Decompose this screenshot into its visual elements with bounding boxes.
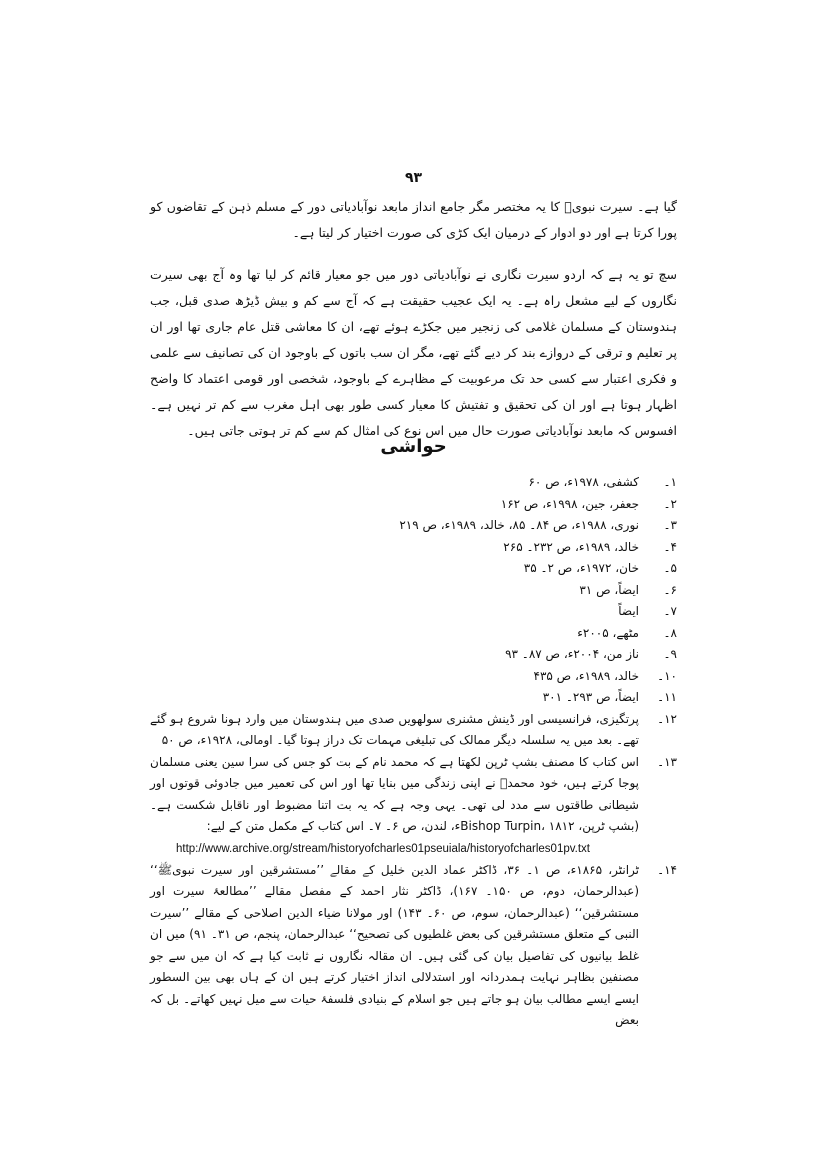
note-item (150, 752, 677, 860)
note-number: ۳۔ (663, 518, 677, 532)
note-text: خالد، ۱۹۸۹ء، ص ۲۳۲۔ ۲۶۵ (503, 539, 639, 554)
note-item (150, 472, 677, 494)
note-number: ۶۔ (663, 582, 677, 597)
note-item (150, 580, 677, 602)
body-paragraph-1: گیا ہے۔ سیرت نبویؐ کا یہ مختصر مگر جامع انداز مابعد نوآبادیاتی دور کے مسلم ذہن کے تقاضوں کو پورا کرتا ہے اور دو ادوار کے درمیان ایک کڑی کی صورت اختیار کر لیتا ہے۔ (150, 199, 677, 240)
note-item (150, 687, 677, 709)
note-number: ۹۔ (663, 647, 677, 661)
note-item (150, 494, 677, 516)
note-item (150, 709, 677, 752)
note-item (150, 644, 677, 666)
note-number: ۱۱۔ (657, 690, 677, 704)
note-text: پرتگیزی، فرانسیسی اور ڈینش مشنری سولھویں صدی میں ہندوستان میں وارد ہونا شروع ہو گئے تھے۔ بعد میں یہ سلسلہ دیگر ممالک کی تبلیغی مہمات تک دراز ہوتا گیا۔ اومالی، ۱۹۲۸ء، ص ۵۰ (150, 711, 639, 747)
note-number: ۵۔ (663, 561, 677, 575)
note-text: خالد، ۱۹۸۹ء، ص ۴۳۵ (533, 668, 639, 683)
note-text: اس کتاب کا مصنف بشپ ٹرپن لکھتا ہے کہ محمد نام کے بت کو جس کی سرا سین یعنی مسلمان پوجا کرتے ہیں، خود محمدؐ نے اپنی زندگی میں بنایا تھا اور اس کی تعمیر میں جادوئی قوتوں اور شیطانی طاقتوں سے مدد لی تھی۔ یہی وجہ ہے کہ یہ بت اتنا مضبوط اور ناقابل شکست ہے۔ (بشپ ٹرپن، Bishop Turpin، ۱۸۱۲ء، لندن، ص ۶۔ ۷۔ اس کتاب کے مکمل متن کے لیے: (150, 754, 639, 833)
note-item (150, 601, 677, 623)
note-number: ۱۴۔ (657, 862, 677, 877)
note-number: ۱۳۔ (657, 754, 677, 769)
note-number: ۸۔ (663, 625, 677, 640)
note-text: ایضاً، ص ۳۱ (579, 582, 639, 597)
note-text: ایضاً، ص ۲۹۳۔ ۳۰۱ (542, 690, 639, 704)
note-text: مٹھے، ۲۰۰۵ء (577, 625, 639, 640)
note-item (150, 623, 677, 645)
notes-heading: حواشی (380, 436, 447, 457)
note-item (150, 860, 677, 1032)
note-item (150, 558, 677, 580)
note-number: ۱۰۔ (657, 668, 677, 683)
note-item (150, 537, 677, 559)
note-number: ۲۔ (663, 496, 677, 511)
page-number: ۹۳ (404, 170, 423, 186)
body-paragraph-2: سچ تو یہ ہے کہ اردو سیرت نگاری نے نوآبادیاتی دور میں جو معیار قائم کر لیا تھا وہ آج بھی سیرت نگاروں کے لیے مشعل راہ ہے۔ یہ ایک عجیب حقیقت ہے کہ آج سے کم و بیش ڈیڑھ صدی قبل، جب ہندوستان کے مسلمان غلامی کی زنجیر میں جکڑے ہوئے تھے، ان کا معاشی قتل عام جاری تھا اور ان پر تعلیم و ترقی کے دروازے بند کر دیے گئے تھے، مگر ان سب باتوں کے باوجود ان کی تصانیف سے علمی و فکری اعتبار سے کسی حد تک مرعوبیت کے مظاہرے کے باوجود، شخصی اور قومی اعتماد کا واضح اظہار ہوتا ہے اور ان کی تحقیق و تفتیش کا معیار کسی طور بھی اہل مغرب سے کم تر نہیں ہے۔ افسوس کہ مابعد نوآبادیاتی صورت حال میں اس نوع کی امثال کم سے کم تر ہوتی جاتی ہیں۔ (150, 267, 677, 438)
note-text: کشفی، ۱۹۷۸ء، ص ۶۰ (528, 475, 639, 489)
note-text: ایضاً (618, 604, 639, 618)
note-text: جعفر، جین، ۱۹۹۸ء، ص ۱۶۲ (500, 496, 639, 511)
note-item (150, 666, 677, 688)
note-number: ۷۔ (663, 604, 677, 618)
note-text: ناز من، ۲۰۰۴ء، ص ۸۷۔ ۹۳ (505, 647, 639, 661)
note-number: ۱۲۔ (657, 711, 677, 726)
notes-list (150, 472, 677, 1032)
note-text: نوری، ۱۹۸۸ء، ص ۸۴۔ ۸۵، خالد، ۱۹۸۹ء، ص ۲۱۹ (399, 518, 639, 532)
archive-url-link[interactable]: http://www.archive.org/stream/historyofcharles01pseuiala/historyofcharles01pv.txt (176, 842, 590, 855)
note-text: ٹرانٹر، ۱۸۶۵ء، ص ۱۔ ۳۶، ڈاکٹر عماد الدین خلیل کے مقالے ’’مستشرقین اور سیرت نبویﷺ‘‘ (عبدالرحمان، دوم، ص ۱۵۰۔ ۱۶۷)، ڈاکٹر نثار احمد کے مفصل مقالے ’’مطالعۂ سیرت اور مستشرقین‘‘ (عبدالرحمان، سوم، ص ۶۰۔ ۱۴۳) اور مولانا ضیاء الدین اصلاحی کے مقالے ’’سیرت النبی کے متعلق مستشرقین کی بعض غلطیوں کی تصحیح‘‘ عبدالرحمان، پنجم، ص ۳۱۔ ۹۱) میں ان غلط بیانیوں کی تفاصیل بیان کی گئی ہیں۔ ان مقالہ نگاروں نے ثابت کیا ہے کہ ان میں سے جو مصنفین بظاہر نہایت ہمدردانہ اور استدلالی انداز اختیار کرتے ہیں ان کے ہاں بھی بین السطور ایسے ایسے مطالب بیان ہو جاتے ہیں جو اسلام کے بنیادی فلسفۂ حیات سے میل نہیں کھاتے۔ بل کہ بعض (150, 862, 640, 1027)
note-item (150, 515, 677, 537)
note-text: خان، ۱۹۷۲ء، ص ۲۔ ۳۵ (523, 561, 639, 575)
note-number: ۴۔ (663, 539, 677, 554)
note-number: ۱۔ (663, 475, 677, 489)
